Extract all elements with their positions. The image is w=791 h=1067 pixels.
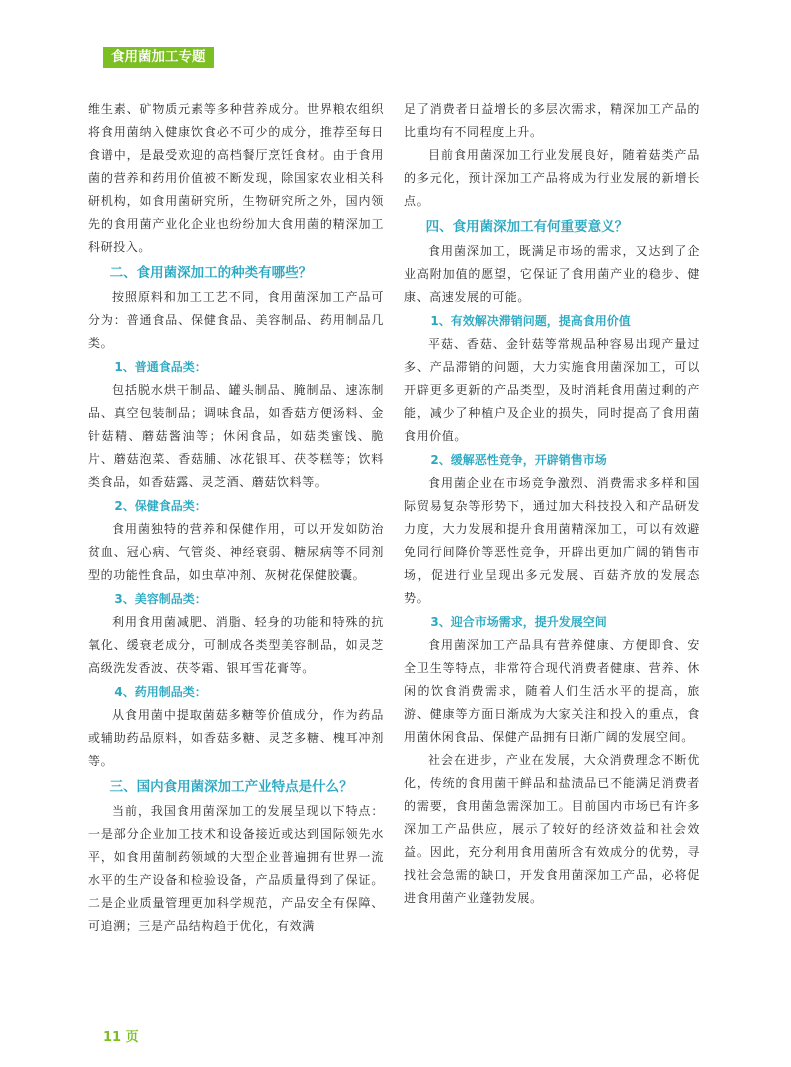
- section-heading: 二、食用菌深加工的种类有哪些？: [109, 265, 313, 281]
- paragraph: 目前食用菌深加工行业发展良好，随着菇类产品的多元化，预计深加工产品将成为行业发展的新增长点。: [404, 148, 700, 208]
- paragraph: 食用菌深加工，既满足市场的需求，又达到了企业高附加值的愿望，它保证了食用菌产业的稳步、健康、高速发展的可能。: [404, 244, 700, 304]
- paragraph: 平菇、香菇、金针菇等常规品种容易出现产量过多、产品滞销的问题，大力实施食用菌深加工，可以开辟更多更新的产品类型，及时消耗食用菌过剩的产能，减少了种植户及企业的损失，同时提高了食用菌食用价值。: [404, 337, 700, 443]
- page-number: 11 页: [103, 1030, 139, 1045]
- paragraph: 足了消费者日益增长的多层次需求，精深加工产品的比重均有不同程度上升。: [404, 102, 700, 139]
- subsection-heading: 3、迎合市场需求，提升发展空间: [430, 615, 607, 629]
- subsection-heading: 4、药用制品类：: [114, 685, 207, 699]
- subsection-heading: 1、有效解决滞销问题，提高食用价值: [430, 314, 631, 328]
- paragraph: 当前，我国食用菌深加工的发展呈现以下特点：一是部分企业加工技术和设备接近或达到国际领先水平，如食用菌制药领域的大型企业普遍拥有世界一流水平的生产设备和检验设备，产品质量得到了保证。二是企业质量管理更加科学规范，产品安全有保障、可追溯；三是产品结构趋于优化，有效满: [88, 804, 384, 933]
- paragraph: 从食用菌中提取菌菇多糖等价值成分，作为药品或辅助药品原料，如香菇多糖、灵芝多糖、槐耳冲剂等。: [88, 708, 384, 768]
- right-column: [404, 98, 700, 910]
- paragraph: 社会在进步，产业在发展，大众消费理念不断优化，传统的食用菌干鲜品和盐渍品已不能满足消费者的需要，食用菌急需深加工。目前国内市场已有许多深加工产品供应，展示了较好的经济效益和社会效益。因此，充分利用食用菌所含有效成分的优势，寻找社会急需的缺口，开发食用菌深加工产品，必将促进食用菌产业蓬勃发展。: [404, 753, 700, 905]
- paragraph: 食用菌企业在市场竞争激烈、消费需求多样和国际贸易复杂等形势下，通过加大科技投入和产品研发力度，大力发展和提升食用菌精深加工，可以有效避免同行间降价等恶性竞争，开辟出更加广阔的销售市场，促进行业呈现出多元发展、百菇齐放的发展态势。: [404, 476, 700, 605]
- paragraph: 利用食用菌减肥、消脂、轻身的功能和特殊的抗氧化、缓衰老成分，可制成各类型美容制品，如灵芝高级洗发香波、茯苓霜、银耳雪花膏等。: [88, 615, 384, 675]
- subsection-heading: 3、美容制品类：: [114, 592, 207, 606]
- section-heading: 三、国内食用菌深加工产业特点是什么？: [109, 779, 353, 795]
- left-column: [88, 98, 384, 938]
- section-tag: 食用菌加工专题: [103, 47, 214, 68]
- paragraph: 食用菌深加工产品具有营养健康、方便即食、安全卫生等特点，非常符合现代消费者健康、营养、休闲的饮食消费需求，随着人们生活水平的提高，旅游、健康等方面日渐成为大家关注和投入的重点，食用菌休闲食品、保健产品拥有日渐广阔的发展空间。: [404, 638, 700, 744]
- paragraph: 包括脱水烘干制品、罐头制品、腌制品、速冻制品、真空包装制品；调味食品，如香菇方便汤料、金针菇精、蘑菇酱油等；休闲食品，如菇类蜜饯、脆片、蘑菇泡菜、香菇脯、冰花银耳、茯苓糕等；饮料类食品，如香菇露、灵芝酒、蘑菇饮料等。: [88, 383, 384, 489]
- subsection-heading: 2、保健食品类：: [114, 499, 207, 513]
- paragraph: 按照原料和加工工艺不同，食用菌深加工产品可分为：普通食品、保健食品、美容制品、药用制品几类。: [88, 290, 384, 350]
- subsection-heading: 2、缓解恶性竞争，开辟销售市场: [430, 453, 607, 467]
- subsection-heading: 1、普通食品类：: [114, 360, 207, 374]
- paragraph: 维生素、矿物质元素等多种营养成分。世界粮农组织将食用菌纳入健康饮食必不可少的成分，推荐至每日食谱中，是最受欢迎的高档餐厅烹饪食材。由于食用菌的营养和药用价值被不断发现，除国家农业相关科研机构，如食用菌研究所，生物研究所之外，国内领先的食用菌产业化企业也纷纷加大食用菌的精深加工科研投入。: [88, 102, 384, 254]
- section-heading: 四、食用菌深加工有何重要意义？: [425, 219, 629, 235]
- paragraph: 食用菌独特的营养和保健作用，可以开发如防治贫血、冠心病、气管炎、神经衰弱、糖尿病等不同剂型的功能性食品，如虫草冲剂、灰树花保健胶囊。: [88, 522, 384, 582]
